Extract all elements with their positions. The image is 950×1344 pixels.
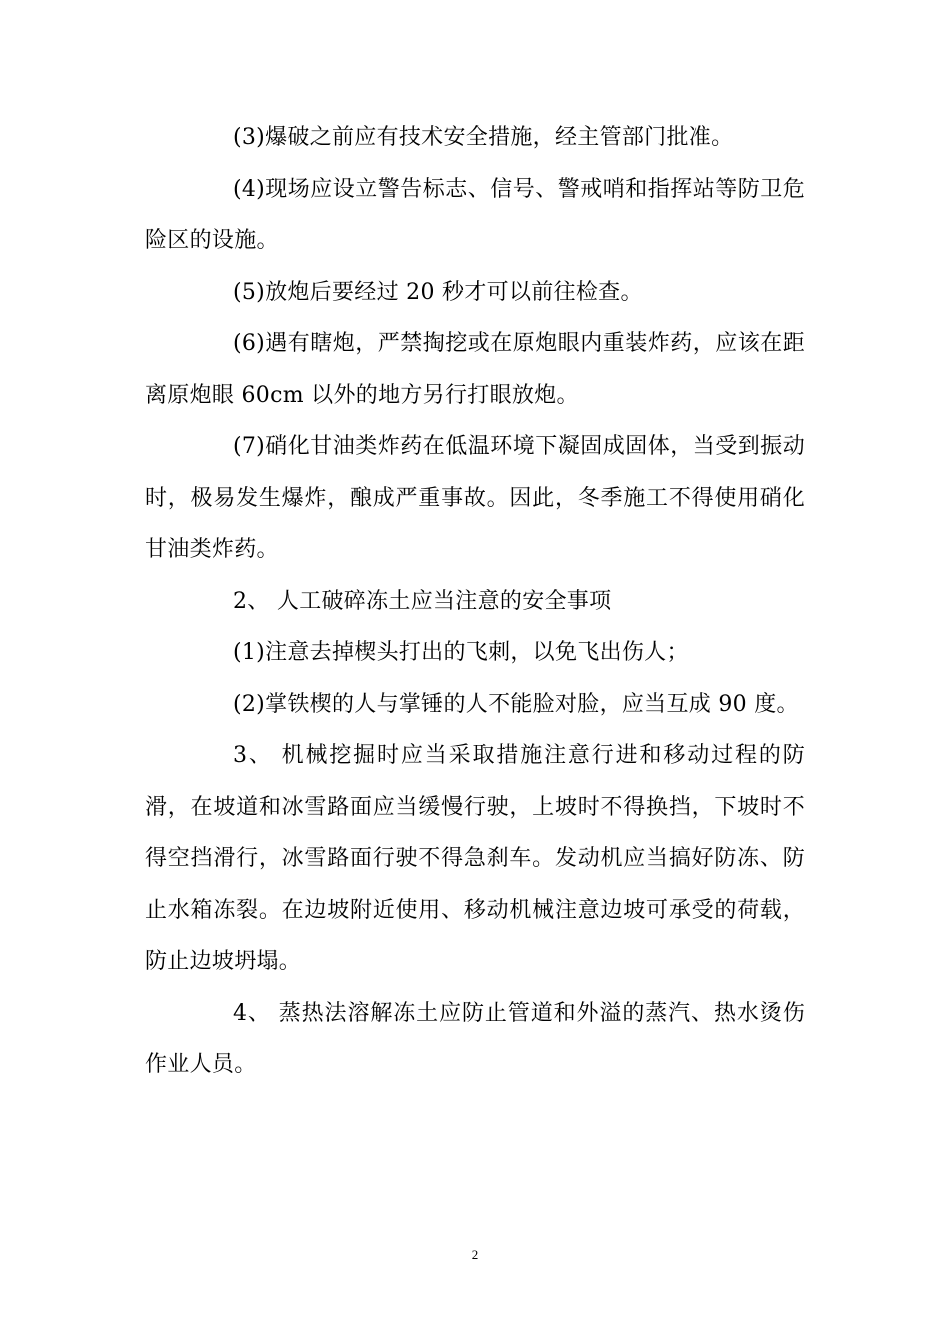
paragraph-misfire-handling: (6)遇有瞎炮，严禁掏挖或在原炮眼内重装炸药，应该在距离原炮眼 60cm 以外的地方另行打眼放炮。 xyxy=(145,331,805,408)
paragraph-mechanical-excavation: 3、 机械挖掘时应当采取措施注意行进和移动过程的防滑，在坡道和冰雪路面应当缓慢行驶，上坡时不得换挡，下坡时不得空挡滑行，冰雪路面行驶不得急刹车。发动机应当搞好防冻、防止水箱冻裂。在边坡附近使用、移动机械注意边坡可承受的荷载，防止边坡坍塌。 xyxy=(145,743,805,974)
paragraph-warning-signs: (4)现场应设立警告标志、信号、警戒哨和指挥站等防卫危险区的设施。 xyxy=(145,176,805,253)
paragraph-wedge-hammer-position: (2)掌铁楔的人与掌锤的人不能脸对脸，应当互成 90 度。 xyxy=(233,691,799,717)
page-number: 2 xyxy=(471,1247,479,1262)
document-body xyxy=(145,112,805,1091)
paragraph-steam-thawing: 4、 蒸热法溶解冻土应防止管道和外溢的蒸汽、热水烫伤作业人员。 xyxy=(145,1000,805,1077)
section-heading-manual-breaking: 2、 人工破碎冻土应当注意的安全事项 xyxy=(233,588,612,614)
paragraph-flying-splinters: (1)注意去掉楔头打出的飞刺，以免飞出伤人； xyxy=(233,640,689,665)
paragraph-blasting-approval: (3)爆破之前应有技术安全措施，经主管部门批准。 xyxy=(233,125,734,150)
paragraph-nitroglycerin-ban: (7)硝化甘油类炸药在低温环境下凝固成固体，当受到振动时，极易发生爆炸，酿成严重事故。因此，冬季施工不得使用硝化甘油类炸药。 xyxy=(145,434,805,562)
paragraph-post-blast-wait: (5)放炮后要经过 20 秒才可以前往检查。 xyxy=(233,279,643,305)
